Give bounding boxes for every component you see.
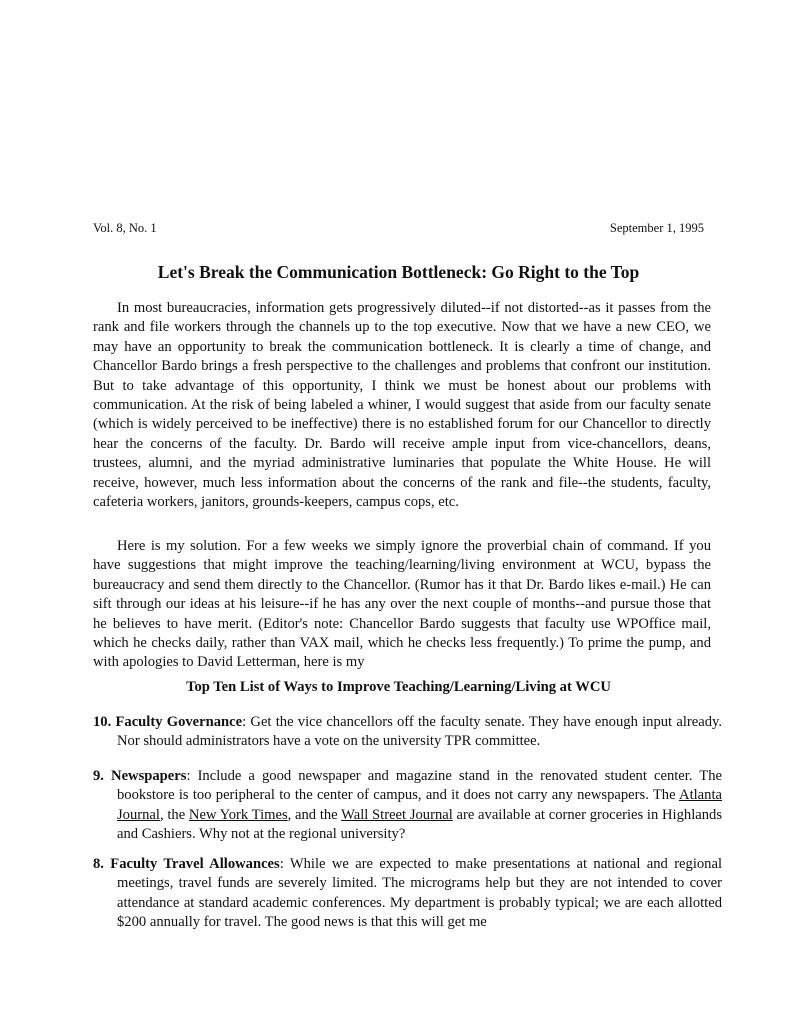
newspaper-title-wsj: Wall Street Journal bbox=[341, 806, 453, 823]
issue-date: September 1, 1995 bbox=[609, 221, 704, 235]
article-title: Let's Break the Communication Bottleneck: Go Right to the Top bbox=[157, 262, 640, 282]
list-item-10-heading: 10. Faculty Governance bbox=[93, 714, 243, 730]
article-paragraph-2: Here is my solution. For a few weeks we simply ignore the proverbial chain of command. If you have suggestions that might improve the teaching/learning/living environment at WCU, bypass the bureaucracy and send them directly to the Chancellor. (Rumor has it that Dr. Bardo likes e-mail.) He can sift through our ideas at his leisure--if he has any over the next couple of months--and pursue those that he believes to have merit. (Editor's note: Chancellor Bardo suggests that faculty use WPOffice mail, which he checks daily, rather than VAX mail, which he checks less frequently.) To prime the pump, and with apologies to David Letterman, here is my bbox=[93, 538, 711, 671]
list-item-9 bbox=[93, 767, 722, 845]
volume-number: Vol. 8, No. 1 bbox=[93, 221, 157, 235]
top-ten-list-title: Top Ten List of Ways to Improve Teaching/Learning/Living at WCU bbox=[186, 679, 611, 695]
newspaper-title-nyt: New York Times bbox=[188, 806, 288, 823]
article-paragraph-1: In most bureaucracies, information gets progressively diluted--if not distorted--as it passes from the rank and file workers through the channels up to the top executive. Now that we have a new CEO, we may have an opportunity to break the communication bottleneck. It is clearly a time of change, and Chancellor Bardo brings a fresh perspective to the challenges and problems that confront our institution. But to take advantage of this opportunity, I think we must be honest about our problems with communication. At the risk of being labeled a whiner, I would suggest that aside from our faculty senate (which is widely perceived to be ineffective) there is no established forum for our Chancellor to directly hear the concerns of the faculty. Dr. Bardo will receive ample input from vice-chancellors, deans, trustees, alumni, and the myriad administrative luminaries that populate the White House. He will receive, however, much less information about the concerns of the rank and file--the students, faculty, cafeteria workers, janitors, grounds-keepers, campus cops, etc. bbox=[93, 300, 711, 511]
list-item-10-text: : Get the vice chancellors off the faculty senate. They have enough input already. Nor should administrators have a vote on the university TPR committee. bbox=[117, 714, 722, 750]
list-item-9-text-c: , and the bbox=[287, 806, 342, 823]
list-item-9-text-d: are available at corner groceries in Highlands and Cashiers. Why not at the regional university? bbox=[117, 806, 723, 843]
list-item-8-text: : While we are expected to make presentations at national and regional meetings, travel funds are severely limited. The micrograms help but they are not intended to cover attendance at standard academic conferences. My department is probably typical; we are each allotted $200 annually for travel. The good news is that this will get me bbox=[117, 856, 723, 931]
list-item-9-text-a: : Include a good newspaper and magazine stand in the renovated student center. The bookstore is too peripheral to the center of campus, and it does not carry any newspapers. The bbox=[117, 768, 722, 804]
list-item-9-text-b: , the bbox=[159, 806, 189, 823]
newspaper-title-atlanta: Atlanta Journal bbox=[117, 787, 722, 823]
list-item-9-heading: 9. Newspapers bbox=[93, 768, 187, 784]
list-item-8 bbox=[93, 855, 722, 933]
list-item-10 bbox=[93, 713, 722, 752]
list-item-8-heading: 8. Faculty Travel Allowances bbox=[93, 856, 280, 872]
